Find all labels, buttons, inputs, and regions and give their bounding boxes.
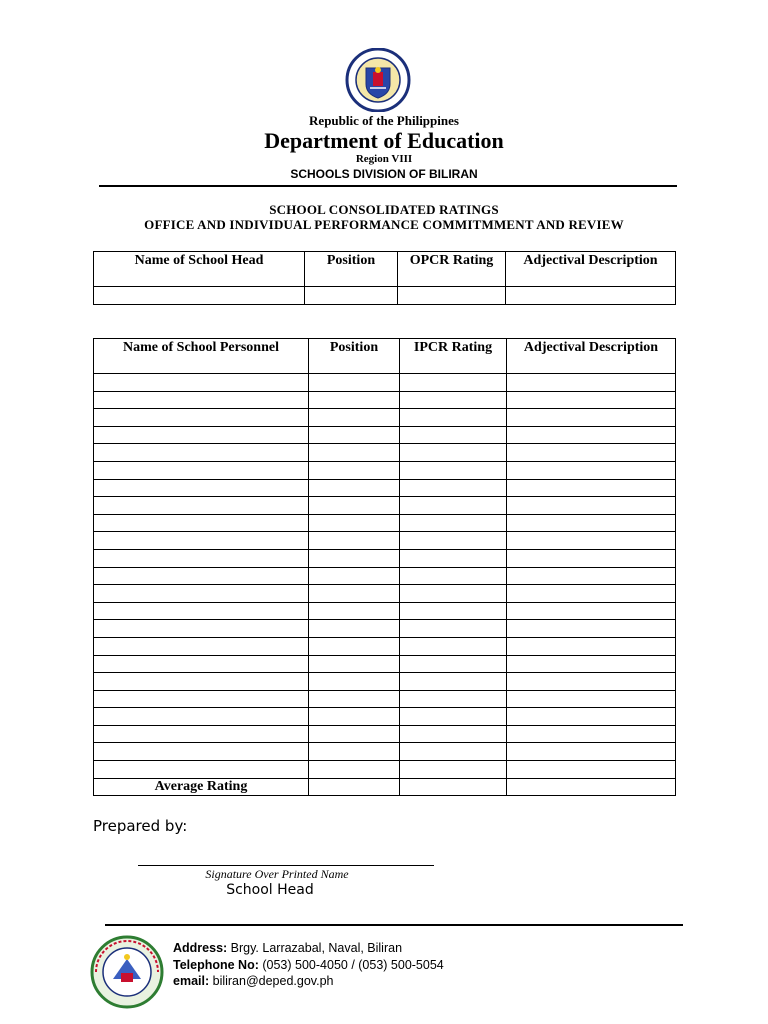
- average-cell-rating[interactable]: [400, 778, 507, 796]
- ipcr-cell-rating[interactable]: [400, 479, 507, 497]
- table-row: [94, 743, 676, 761]
- table-row: [94, 426, 676, 444]
- division-text: SCHOOLS DIVISION OF BILIRAN: [290, 167, 478, 181]
- ipcr-cell-rating[interactable]: [400, 725, 507, 743]
- ipcr-cell-name[interactable]: [94, 391, 309, 409]
- ipcr-cell-position[interactable]: [309, 567, 400, 585]
- ipcr-cell-name[interactable]: [94, 514, 309, 532]
- address-label: Address:: [173, 941, 228, 955]
- ipcr-cell-position[interactable]: [309, 637, 400, 655]
- ipcr-cell-adjectival[interactable]: [507, 761, 676, 779]
- ipcr-cell-rating[interactable]: [400, 585, 507, 603]
- ipcr-cell-rating[interactable]: [400, 655, 507, 673]
- table-row: [94, 620, 676, 638]
- table-row: [94, 532, 676, 550]
- deped-seal-logo: [337, 48, 419, 112]
- ipcr-cell-rating[interactable]: [400, 497, 507, 515]
- opcr-cell-adjectival[interactable]: [506, 287, 676, 305]
- ipcr-cell-rating[interactable]: [400, 673, 507, 691]
- ipcr-cell-name[interactable]: [94, 761, 309, 779]
- table-row: [94, 409, 676, 427]
- ipcr-cell-position[interactable]: [309, 391, 400, 409]
- table-row: [94, 514, 676, 532]
- ipcr-cell-position[interactable]: [309, 725, 400, 743]
- ipcr-cell-name[interactable]: [94, 549, 309, 567]
- ipcr-cell-name[interactable]: [94, 743, 309, 761]
- ipcr-cell-adjectival[interactable]: [507, 743, 676, 761]
- opcr-header-rating: OPCR Rating: [398, 252, 506, 287]
- form-title-line2: OFFICE AND INDIVIDUAL PERFORMANCE COMMITMMENT AND REVIEW: [144, 217, 624, 232]
- average-cell-position[interactable]: [309, 778, 400, 796]
- ipcr-cell-adjectival[interactable]: [507, 585, 676, 603]
- telephone-value: (053) 500-4050 / (053) 500-5054: [258, 958, 444, 972]
- ipcr-cell-adjectival[interactable]: [507, 655, 676, 673]
- ipcr-cell-name[interactable]: [94, 585, 309, 603]
- ipcr-cell-position[interactable]: [309, 409, 400, 427]
- ipcr-cell-name[interactable]: [94, 444, 309, 462]
- ipcr-cell-position[interactable]: [309, 532, 400, 550]
- ipcr-cell-rating[interactable]: [400, 461, 507, 479]
- ipcr-cell-name[interactable]: [94, 725, 309, 743]
- ipcr-cell-position[interactable]: [309, 673, 400, 691]
- ipcr-cell-adjectival[interactable]: [507, 637, 676, 655]
- ipcr-cell-adjectival[interactable]: [507, 532, 676, 550]
- ipcr-cell-position[interactable]: [309, 761, 400, 779]
- ipcr-cell-name[interactable]: [94, 426, 309, 444]
- ipcr-cell-name[interactable]: [94, 637, 309, 655]
- ipcr-cell-position[interactable]: [309, 690, 400, 708]
- division-office-logo: [86, 935, 168, 1009]
- table-row: [94, 287, 676, 305]
- ipcr-cell-name[interactable]: [94, 409, 309, 427]
- ipcr-cell-position[interactable]: [309, 514, 400, 532]
- ipcr-cell-name[interactable]: [94, 620, 309, 638]
- opcr-header-adjectival: Adjectival Description: [506, 252, 676, 287]
- ipcr-cell-adjectival[interactable]: [507, 673, 676, 691]
- footer-email: [173, 974, 334, 988]
- ipcr-header-position: Position: [309, 339, 400, 374]
- ipcr-cell-adjectival[interactable]: [507, 461, 676, 479]
- table-row: [94, 497, 676, 515]
- ipcr-cell-position[interactable]: [309, 585, 400, 603]
- table-row: [94, 673, 676, 691]
- footer-telephone: [173, 958, 444, 972]
- ipcr-cell-adjectival[interactable]: [507, 708, 676, 726]
- opcr-header-row: [94, 252, 676, 287]
- header-divider: [99, 185, 677, 187]
- ipcr-cell-rating[interactable]: [400, 391, 507, 409]
- ipcr-cell-position[interactable]: [309, 374, 400, 392]
- ipcr-cell-rating[interactable]: [400, 444, 507, 462]
- ipcr-cell-rating[interactable]: [400, 761, 507, 779]
- ipcr-header-adjectival: Adjectival Description: [507, 339, 676, 374]
- ipcr-cell-rating[interactable]: [400, 374, 507, 392]
- ipcr-cell-adjectival[interactable]: [507, 620, 676, 638]
- prepared-by-label: Prepared by:: [93, 817, 188, 835]
- average-cell-adjectival[interactable]: [507, 778, 676, 796]
- ipcr-cell-name[interactable]: [94, 602, 309, 620]
- average-row: [94, 778, 676, 796]
- telephone-label: Telephone No:: [173, 958, 259, 972]
- ipcr-cell-name[interactable]: [94, 567, 309, 585]
- ipcr-cell-position[interactable]: [309, 426, 400, 444]
- opcr-header-position: Position: [305, 252, 398, 287]
- region-text: Region VIII: [355, 153, 413, 165]
- ipcr-cell-name[interactable]: [94, 532, 309, 550]
- ipcr-cell-position[interactable]: [309, 620, 400, 638]
- signatory-role: School Head: [226, 882, 314, 898]
- email-value[interactable]: biliran@deped.gov.ph: [209, 974, 334, 988]
- opcr-table: [93, 251, 676, 305]
- ipcr-cell-rating[interactable]: [400, 549, 507, 567]
- ipcr-header-name: Name of School Personnel: [94, 339, 309, 374]
- ipcr-cell-adjectival[interactable]: [507, 374, 676, 392]
- table-row: [94, 567, 676, 585]
- department-title: Department of Education: [264, 128, 504, 153]
- table-row: [94, 374, 676, 392]
- table-row: [94, 655, 676, 673]
- email-label: email:: [173, 974, 210, 988]
- ipcr-header-rating: IPCR Rating: [400, 339, 507, 374]
- footer-address: [173, 941, 402, 955]
- ipcr-cell-adjectival[interactable]: [507, 479, 676, 497]
- ipcr-cell-position[interactable]: [309, 655, 400, 673]
- table-row: [94, 690, 676, 708]
- ipcr-cell-position[interactable]: [309, 444, 400, 462]
- ipcr-cell-name[interactable]: [94, 374, 309, 392]
- ipcr-cell-adjectival[interactable]: [507, 690, 676, 708]
- republic-text: Republic of the Philippines: [309, 113, 459, 128]
- ipcr-cell-position[interactable]: [309, 743, 400, 761]
- table-row: [94, 391, 676, 409]
- table-row: [94, 725, 676, 743]
- average-rating-label: Average Rating: [94, 778, 309, 796]
- table-row: [94, 585, 676, 603]
- ipcr-body: [94, 374, 676, 796]
- table-row: [94, 602, 676, 620]
- ipcr-cell-position[interactable]: [309, 549, 400, 567]
- ipcr-cell-adjectival[interactable]: [507, 514, 676, 532]
- table-row: [94, 637, 676, 655]
- signature-line: [138, 865, 434, 866]
- ipcr-cell-name[interactable]: [94, 690, 309, 708]
- ipcr-cell-position[interactable]: [309, 497, 400, 515]
- ipcr-header-row: [94, 339, 676, 374]
- footer-divider: [105, 924, 683, 926]
- ipcr-cell-rating[interactable]: [400, 620, 507, 638]
- ipcr-cell-name[interactable]: [94, 708, 309, 726]
- ipcr-cell-rating[interactable]: [400, 409, 507, 427]
- ipcr-table: [93, 338, 676, 796]
- ipcr-cell-position[interactable]: [309, 479, 400, 497]
- ipcr-cell-rating[interactable]: [400, 514, 507, 532]
- ipcr-cell-rating[interactable]: [400, 743, 507, 761]
- table-row: [94, 479, 676, 497]
- table-row: [94, 761, 676, 779]
- ipcr-cell-name[interactable]: [94, 655, 309, 673]
- table-row: [94, 708, 676, 726]
- opcr-cell-name[interactable]: [94, 287, 305, 305]
- ipcr-cell-rating[interactable]: [400, 532, 507, 550]
- ipcr-cell-adjectival[interactable]: [507, 602, 676, 620]
- ipcr-cell-adjectival[interactable]: [507, 725, 676, 743]
- ipcr-cell-adjectival[interactable]: [507, 497, 676, 515]
- ipcr-cell-position[interactable]: [309, 708, 400, 726]
- opcr-cell-position[interactable]: [305, 287, 398, 305]
- ipcr-cell-adjectival[interactable]: [507, 567, 676, 585]
- ipcr-cell-rating[interactable]: [400, 426, 507, 444]
- table-row: [94, 444, 676, 462]
- ipcr-cell-name[interactable]: [94, 497, 309, 515]
- form-title-line1: SCHOOL CONSOLIDATED RATINGS: [269, 202, 499, 217]
- ipcr-cell-adjectival[interactable]: [507, 549, 676, 567]
- ipcr-cell-name[interactable]: [94, 461, 309, 479]
- signature-caption: Signature Over Printed Name: [205, 867, 349, 881]
- ipcr-cell-rating[interactable]: [400, 690, 507, 708]
- ipcr-cell-name[interactable]: [94, 479, 309, 497]
- ipcr-cell-adjectival[interactable]: [507, 444, 676, 462]
- table-row: [94, 461, 676, 479]
- ipcr-cell-position[interactable]: [309, 461, 400, 479]
- opcr-header-name: Name of School Head: [94, 252, 305, 287]
- ipcr-cell-adjectival[interactable]: [507, 391, 676, 409]
- ipcr-cell-adjectival[interactable]: [507, 409, 676, 427]
- ipcr-cell-position[interactable]: [309, 602, 400, 620]
- address-value: Brgy. Larrazabal, Naval, Biliran: [227, 941, 403, 955]
- ipcr-cell-name[interactable]: [94, 673, 309, 691]
- opcr-cell-rating[interactable]: [398, 287, 506, 305]
- ipcr-cell-rating[interactable]: [400, 567, 507, 585]
- ipcr-cell-rating[interactable]: [400, 602, 507, 620]
- ipcr-cell-rating[interactable]: [400, 637, 507, 655]
- ipcr-cell-rating[interactable]: [400, 708, 507, 726]
- table-row: [94, 549, 676, 567]
- ipcr-cell-adjectival[interactable]: [507, 426, 676, 444]
